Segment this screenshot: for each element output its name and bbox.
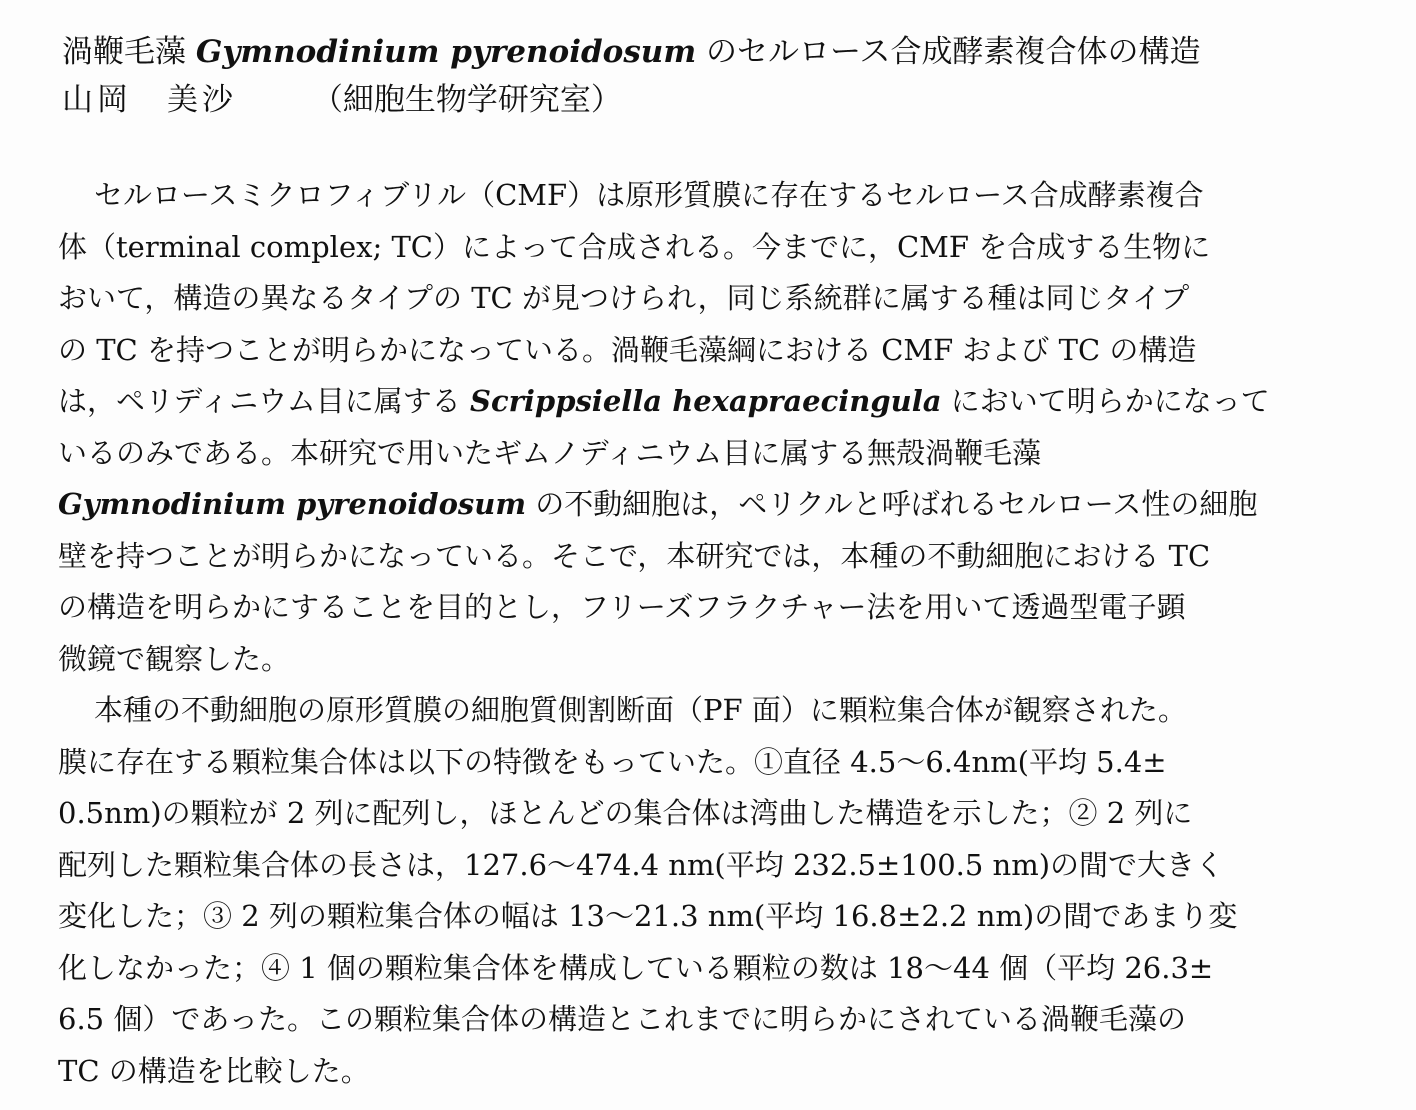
body-text-line [58, 943, 1353, 995]
body-text-line [58, 582, 1353, 634]
title-species-name: Gymnodinium pyrenoidosum [195, 34, 697, 70]
text-segment: 化しなかった；④ 1 個の顆粒集合体を構成している顆粒の数は 18～44 個（平均 26.3± [58, 950, 1214, 985]
body-text-line [58, 376, 1353, 428]
body-text-line [58, 273, 1353, 325]
text-segment: 体（terminal complex; TC）によって合成される。今までに，CMF を合成する生物に [58, 229, 1211, 264]
body-text-line [58, 788, 1353, 840]
author-name: 山岡 美沙 [62, 82, 237, 118]
text-segment: 配列した顆粒集合体の長さは，127.6～474.4 nm(平均 232.5±100.5 nm)の間で大きく [58, 847, 1225, 882]
body-text-line [58, 222, 1353, 274]
text-segment: 膜に存在する顆粒集合体は以下の特徴をもっていた。①直径 4.5～6.4nm(平均 5.4± [58, 744, 1167, 779]
abstract-body [58, 170, 1353, 1097]
body-text-line [58, 891, 1353, 943]
title-suffix: のセルロース合成酵素複合体の構造 [696, 34, 1201, 70]
text-segment: TC の構造を比較した。 [58, 1053, 370, 1088]
body-text-line [58, 685, 1353, 737]
title-prefix: 渦鞭毛藻 [62, 34, 196, 70]
text-segment: 壁を持つことが明らかになっている。そこで，本研究では，本種の不動細胞における TC [58, 538, 1211, 573]
text-segment: おいて，構造の異なるタイプの TC が見つけられ，同じ系統群に属する種は同じタイプ [58, 281, 1190, 315]
body-text-line [58, 840, 1353, 892]
text-segment: 本種の不動細胞の原形質膜の細胞質側割断面（PF 面）に顆粒集合体が観察された。 [94, 693, 1187, 727]
body-text-line [58, 170, 1353, 222]
body-text-line [58, 737, 1353, 789]
species-name: Gymnodinium pyrenoidosum [58, 487, 527, 521]
body-text-line [58, 994, 1353, 1046]
species-name: Scrippsiella hexapraecingula [470, 384, 942, 418]
body-text-line [58, 479, 1353, 531]
text-segment: 変化した；③ 2 列の顆粒集合体の幅は 13～21.3 nm(平均 16.8±2.2 nm)の間であまり変 [58, 899, 1238, 933]
text-segment: 0.5nm)の顆粒が 2 列に配列し，ほとんどの集合体は湾曲した構造を示した；② 2 列に [58, 796, 1193, 830]
body-text-line [58, 1046, 1353, 1098]
body-text-line [58, 531, 1353, 583]
document-title [62, 28, 1362, 76]
text-segment: セルロースミクロフィブリル（CMF）は原形質膜に存在するセルロース合成酵素複合 [94, 178, 1204, 212]
author-affiliation: （細胞生物学研究室） [311, 82, 622, 118]
document-header [62, 28, 1362, 124]
text-segment: の TC を持つことが明らかになっている。渦鞭毛藻綱における CMF および TC の構造 [58, 332, 1197, 367]
text-segment: において明らかになって [941, 384, 1270, 418]
text-segment: 6.5 個）であった。この顆粒集合体の構造とこれまでに明らかにされている渦鞭毛藻の [58, 1002, 1187, 1036]
text-segment: いるのみである。本研究で用いたギムノディニウム目に属する無殻渦鞭毛藻 [58, 435, 1042, 470]
body-text-line [58, 428, 1353, 480]
text-segment: の構造を明らかにすることを目的とし，フリーズフラクチャー法を用いて透過型電子顕 [58, 590, 1186, 624]
text-segment: 微鏡で観察した。 [58, 641, 291, 676]
body-text-line [58, 634, 1353, 686]
body-text-line [58, 325, 1353, 377]
author-line [62, 76, 1362, 124]
text-segment: は，ペリディニウム目に属する [58, 384, 471, 418]
text-segment: の不動細胞は，ペリクルと呼ばれるセルロース性の細胞 [526, 487, 1258, 521]
